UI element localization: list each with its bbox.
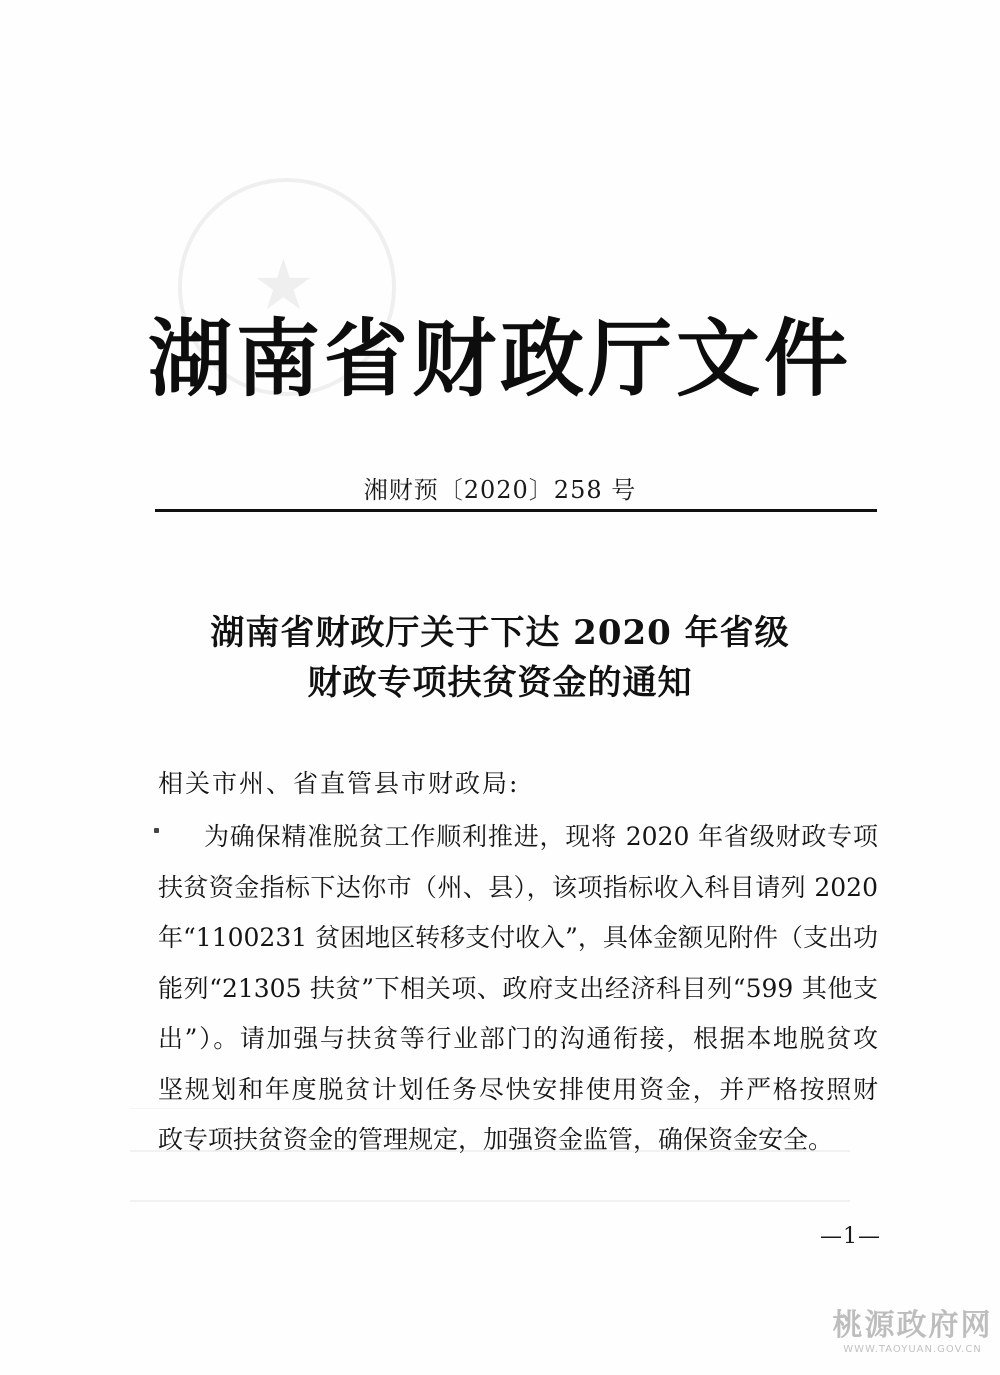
site-watermark bbox=[830, 1300, 995, 1355]
page-number: —1— bbox=[820, 1224, 881, 1249]
notice-title bbox=[0, 608, 1000, 708]
body-line: 出”）。请加强与扶贫等行业部门的沟通衔接，根据本地脱贫攻 bbox=[158, 1024, 878, 1053]
body-line: 为确保精准脱贫工作顺利推进，现将 2020 年省级财政专项 bbox=[204, 822, 878, 851]
document-number: 湘财预〔2020〕258 号 bbox=[363, 476, 637, 504]
salutation: 相关市州、省直管县市财政局: bbox=[158, 769, 520, 798]
watermark-name: 桃源政府网 bbox=[832, 1308, 993, 1343]
body-line: 政专项扶贫资金的管理规定，加强资金监管，确保资金安全。 bbox=[158, 1125, 834, 1154]
star-icon: ★ bbox=[252, 244, 315, 326]
notice-title-line-2: 财政专项扶贫资金的通知 bbox=[307, 663, 693, 703]
notice-title-line-1: 湖南省财政厅关于下达 2020 年省级 bbox=[210, 613, 790, 653]
document-header-title: 湖南省财政厅文件 bbox=[147, 310, 852, 408]
body-line: 年“1100231 贫困地区转移支付收入”，具体金额见附件（支出功 bbox=[158, 923, 878, 952]
header-divider bbox=[155, 509, 877, 512]
watermark-url: WWW.TAOYUAN.GOV.CN bbox=[843, 1344, 982, 1355]
body-line: 能列“21305 扶贫”下相关项、政府支出经济科目列“599 其他支 bbox=[158, 973, 878, 1003]
body-line: 扶贫资金指标下达你市（州、县），该项指标收入科目请列 2020 bbox=[158, 872, 878, 902]
notice-body bbox=[158, 812, 878, 1166]
body-line: 坚规划和年度脱贫计划任务尽快安排使用资金，并严格按照财 bbox=[158, 1074, 878, 1104]
